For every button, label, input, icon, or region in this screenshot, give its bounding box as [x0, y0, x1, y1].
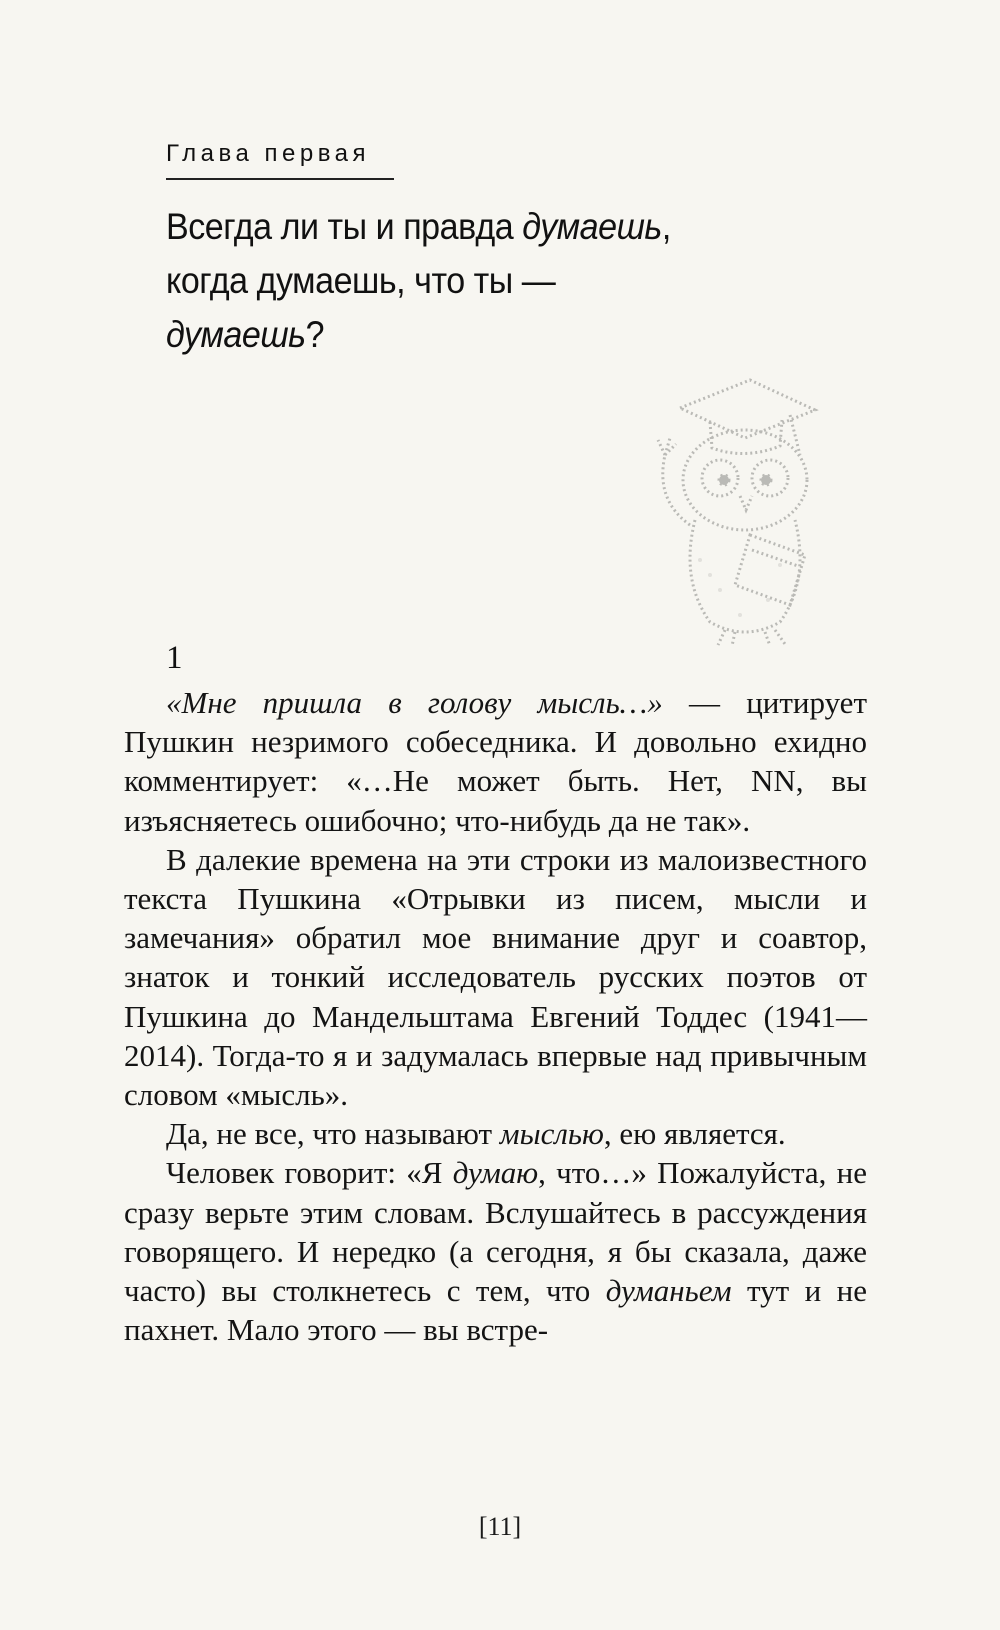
title-text: ? [305, 314, 325, 355]
paragraph [124, 1153, 867, 1349]
paragraph-text: тут и не пахнет. Мало этого — вы встре- [124, 1273, 868, 1348]
paragraph-text: — цитирует Пушкин незримого собеседника. И довольно ехидно комментирует: «…Не может быть. Нет, NN, вы изъясняетесь ошибочно; что-нибудь да не так». [124, 685, 867, 838]
chapter-title [166, 200, 865, 362]
chapter-title-line-3 [166, 308, 865, 362]
paragraph [124, 683, 867, 840]
paragraph-text: Да, не все, что называют [166, 1116, 500, 1152]
chapter-label: Глава первая [166, 140, 371, 167]
title-emphasis: думаешь [522, 206, 662, 247]
section-number: 1 [166, 640, 183, 676]
emphasis: мыслью [499, 1116, 604, 1152]
owl-with-book-icon [640, 360, 850, 650]
paragraph-text: , ею является. [603, 1116, 786, 1152]
paragraph: В далекие времена на эти строки из малоизвестного текста Пушкина «Отрывки из писем, мысли и замечания» обратил мое внимание друг и соавтор, знаток и тонкий исследователь русских поэтов от Пушкина до Мандельштама Евгений Тоддес (1941—2014). Тогда-то я и задумалась впервые над привычным словом «мысль». [124, 841, 867, 1113]
quote-italic: «Мне пришла в голову мысль…» [166, 685, 663, 720]
emphasis: думаю [452, 1155, 539, 1191]
body-text [124, 683, 867, 1349]
chapter-title-line-2: когда думаешь, что ты — [166, 260, 556, 301]
title-text: , [661, 206, 671, 247]
title-emphasis: думаешь [166, 314, 306, 355]
page-number: [11] [478, 1512, 522, 1541]
title-text: Всегда ли ты и правда [166, 206, 523, 247]
paragraph [124, 1114, 867, 1153]
emphasis: думаньем [605, 1273, 732, 1309]
chapter-rule [166, 178, 394, 180]
chapter-title-line-1 [166, 200, 865, 254]
paragraph-text: , что…» Пожалуйста, не сразу верьте этим словам. Вслушайтесь в рассуждения говорящего. И нередко (а сегодня, я бы сказала, даже часто) вы столкнетесь с тем, что [124, 1155, 867, 1309]
paragraph-text: Человек говорит: «Я [166, 1155, 453, 1191]
